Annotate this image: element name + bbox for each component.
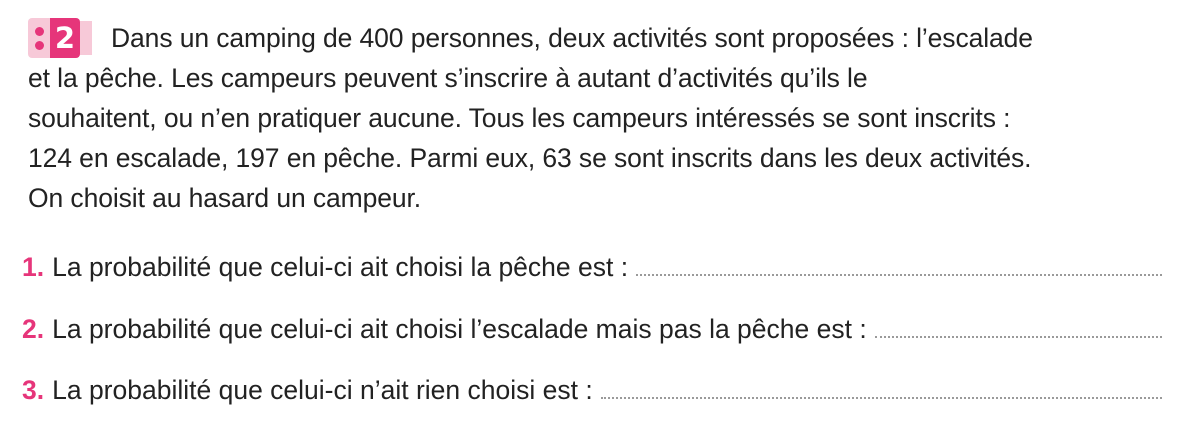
statement-line: souhaitent, ou n’en pratiquer aucune. Tous les campeurs intéressés se sont inscrits : <box>28 103 1011 133</box>
answer-line[interactable] <box>875 316 1162 338</box>
exercise-number: 2 <box>50 18 80 58</box>
question-number: 3. <box>22 375 45 405</box>
question-text: La probabilité que celui-ci ait choisi la pêche est : <box>52 252 629 282</box>
question-number: 1. <box>22 252 45 282</box>
answer-line[interactable] <box>636 254 1162 276</box>
question-3 <box>22 375 1162 409</box>
badge-dots-icon <box>28 18 50 58</box>
question-text: La probabilité que celui-ci n’ait rien choisi est : <box>52 375 593 405</box>
statement-line: On choisit au hasard un campeur. <box>28 183 422 213</box>
exercise-block <box>28 18 1178 218</box>
exercise-statement <box>28 18 1178 218</box>
exercise-number-badge <box>28 18 80 58</box>
question-1 <box>22 252 1162 286</box>
statement-line: 124 en escalade, 197 en pêche. Parmi eux, 63 se sont inscrits dans les deux activités. <box>28 143 1032 173</box>
question-2 <box>22 314 1162 348</box>
answer-line[interactable] <box>601 377 1162 399</box>
question-number: 2. <box>22 314 45 344</box>
statement-line: Dans un camping de 400 personnes, deux activités sont proposées : l’escalade <box>111 23 1033 53</box>
question-text: La probabilité que celui-ci ait choisi l’escalade mais pas la pêche est : <box>52 314 867 344</box>
statement-line: et la pêche. Les campeurs peuvent s’inscrire à autant d’activités qu’ils le <box>28 63 868 93</box>
